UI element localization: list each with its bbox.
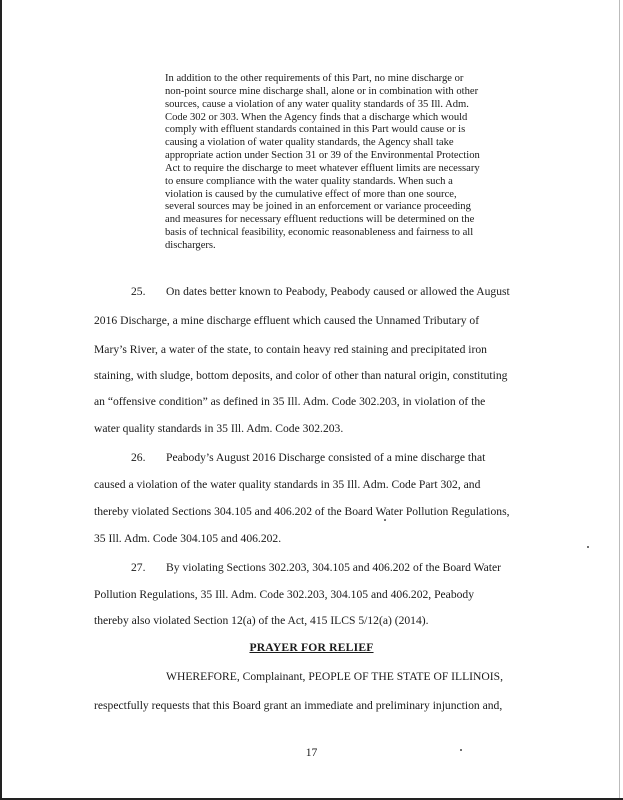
quote-line: to ensure compliance with the water quality standards. When such a xyxy=(165,175,453,187)
paragraph-line: Pollution Regulations, 35 Ill. Adm. Code 302.203, 304.105 and 406.202, Peabody xyxy=(94,588,475,601)
scan-speck xyxy=(460,749,462,751)
paragraph-line: 2016 Discharge, a mine discharge effluent which caused the Unnamed Tributary of xyxy=(94,314,480,327)
quote-line: comply with effluent standards contained in this Part would cause or is xyxy=(165,124,466,136)
quote-line: Code 302 or 303. When the Agency finds that a discharge which would xyxy=(165,111,468,123)
paragraph-line: an “offensive condition” as defined in 35 Ill. Adm. Code 302.203, in violation of the xyxy=(94,395,486,408)
paragraph-line: caused a violation of the water quality standards in 35 Ill. Adm. Code Part 302, and xyxy=(94,478,481,491)
paragraph-line: Peabody’s August 2016 Discharge consisted of a mine discharge that xyxy=(166,451,486,464)
paragraph-line: thereby violated Sections 304.105 and 406.202 of the Board Water Pollution Regulations, xyxy=(94,505,510,518)
prayer-line: respectfully requests that this Board grant an immediate and preliminary injunction and, xyxy=(94,699,503,712)
paragraph-line: thereby also violated Section 12(a) of the Act, 415 ILCS 5/12(a) (2014). xyxy=(94,614,429,627)
quote-line: basis of technical feasibility, economic reasonableness and fairness to all xyxy=(165,227,474,239)
paragraph-line: 35 Ill. Adm. Code 304.105 and 406.202. xyxy=(94,532,282,545)
paragraph-number: 25. xyxy=(131,285,146,298)
quote-line: and measures for necessary effluent reductions will be determined on the xyxy=(165,214,475,226)
paragraph-line: On dates better known to Peabody, Peabody caused or allowed the August xyxy=(166,285,510,298)
prayer-line: WHEREFORE, Complainant, PEOPLE OF THE STATE OF ILLINOIS, xyxy=(166,670,503,683)
paragraph-line: staining, with sludge, bottom deposits, and color of other than natural origin, constituting xyxy=(94,369,508,382)
quote-line: sources, cause a violation of any water quality standards of 35 Ill. Adm. xyxy=(165,98,469,110)
paragraph-number: 26. xyxy=(131,451,146,464)
block-quote xyxy=(165,73,535,253)
paragraph-line: water quality standards in 35 Ill. Adm. Code 302.203. xyxy=(94,422,344,435)
quote-line: violation is caused by the cumulative effect of more than one source, xyxy=(165,188,457,200)
page-number: 17 xyxy=(305,746,318,759)
section-heading-prayer-for-relief: PRAYER FOR RELIEF xyxy=(249,641,374,654)
scan-speck xyxy=(587,546,589,548)
scan-speck xyxy=(384,519,386,521)
quote-line: non-point source mine discharge shall, alone or in combination with other xyxy=(165,85,479,97)
quote-line: appropriate action under Section 31 or 39 of the Environmental Protection xyxy=(165,150,480,162)
page-edge-right xyxy=(619,0,620,800)
quote-line: In addition to the other requirements of this Part, no mine discharge or xyxy=(165,73,464,84)
quote-line: several sources may be joined in an enforcement or variance proceeding xyxy=(165,201,471,213)
quote-line: causing a violation of water quality standards, the Agency shall take xyxy=(165,137,454,149)
paragraph-line: Mary’s River, a water of the state, to contain heavy red staining and precipitated iron xyxy=(94,343,487,356)
paragraph-number: 27. xyxy=(131,561,146,574)
quote-line: dischargers. xyxy=(165,239,216,251)
quote-line: Act to require the discharge to meet whatever effluent limits are necessary xyxy=(165,162,480,174)
page-edge-left xyxy=(0,0,2,800)
paragraph-line: By violating Sections 302.203, 304.105 and 406.202 of the Board Water xyxy=(166,561,502,574)
